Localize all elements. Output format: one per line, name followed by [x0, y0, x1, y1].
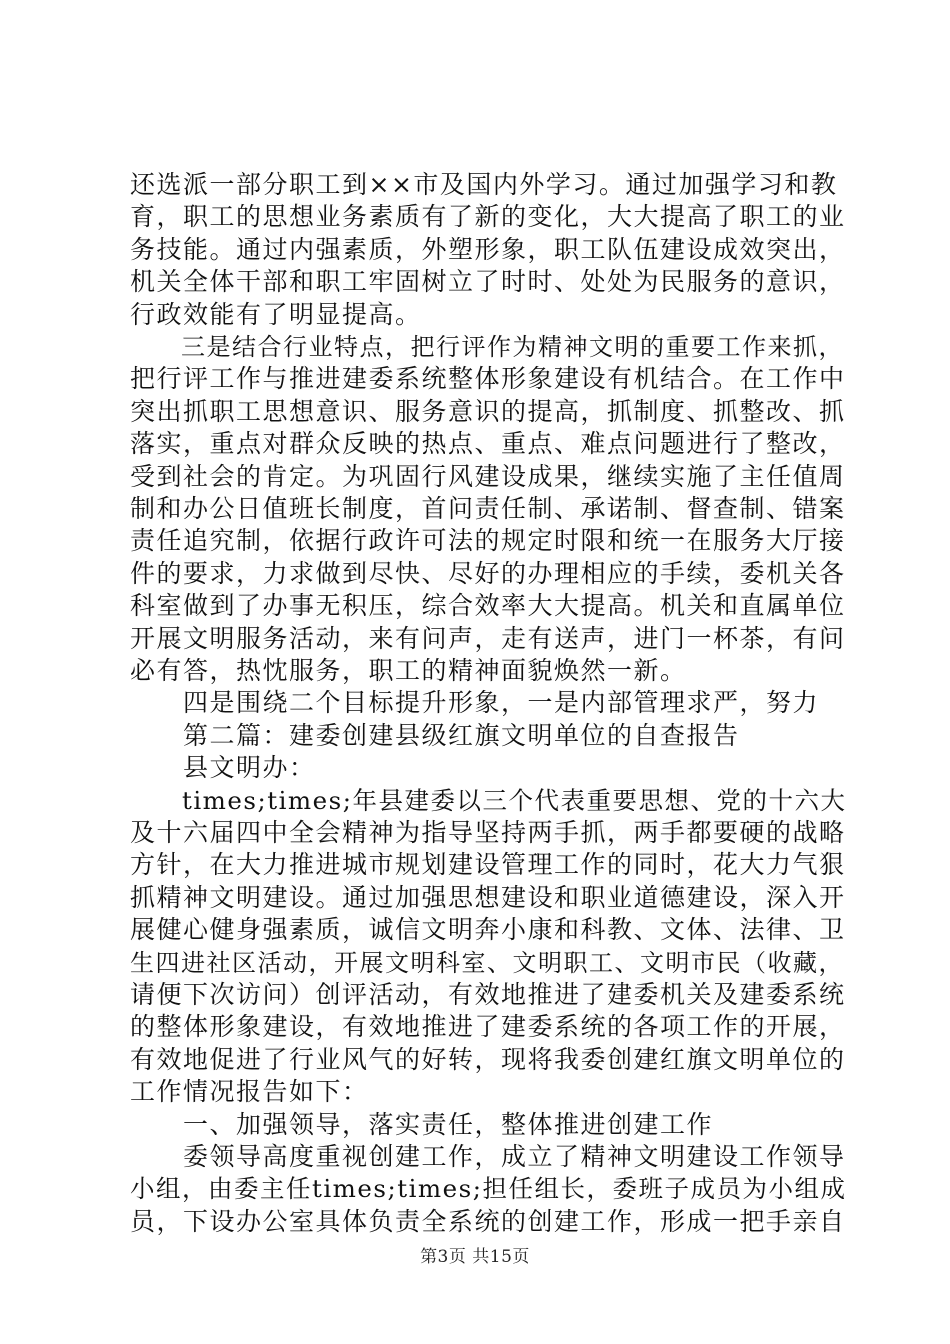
text-line: 县文明办：: [130, 753, 316, 783]
text-line: 请便下次访问）创评活动，有效地推进了建委机关及建委系统: [130, 980, 846, 1009]
text-line: 责任追究制，依据行政许可法的规定时限和统一在服务大厅接: [130, 526, 846, 556]
text-line: 科室做到了办事无积压，综合效率大大提高。机关和直属单位: [130, 591, 846, 621]
text-line: 件的要求，力求做到尽快、尽好的办理相应的手续，委机关各: [130, 558, 846, 588]
text-line: 突出抓职工思想意识、服务意识的提高，抓制度、抓整改、抓: [130, 396, 846, 426]
text-line: 工作情况报告如下：: [130, 1077, 369, 1107]
text-line: 育，职工的思想业务素质有了新的变化，大大提高了职工的业: [130, 202, 846, 232]
text-line: 展健心健身强素质，诚信文明奔小康和科教、文体、法律、卫: [130, 915, 846, 945]
text-line: 员，下设办公室具体负责全系统的创建工作，形成一把手亲自: [130, 1206, 846, 1236]
text-line: 的整体形象建设，有效地推进了建委系统的各项工作的开展，: [130, 1012, 846, 1042]
text-line: 把行评工作与推进建委系统整体形象建设有机结合。在工作中: [130, 364, 846, 394]
text-line: 有效地促进了行业风气的好转，现将我委创建红旗文明单位的: [130, 1044, 846, 1074]
text-line: 受到社会的肯定。为巩固行风建设成果，继续实施了主任值周: [130, 461, 846, 491]
text-line: 及十六届四中全会精神为指导坚持两手抓，两手都要硬的战略: [130, 818, 846, 847]
text-line: 还选派一部分职工到××市及国内外学习。通过加强学习和教: [130, 170, 838, 199]
text-line: 行政效能有了明显提高。: [130, 299, 422, 329]
text-line: 必有答，热忱服务，职工的精神面貌焕然一新。: [130, 656, 687, 685]
text-line: 务技能。通过内强素质，外塑形象，职工队伍建设成效突出，: [130, 234, 846, 264]
text-line: 抓精神文明建设。通过加强思想建设和职业道德建设，深入开: [130, 882, 846, 912]
text-line: 机关全体干部和职工牢固树立了时时、处处为民服务的意识，: [130, 267, 846, 297]
text-line: 三是结合行业特点，把行评作为精神文明的重要工作来抓，: [130, 333, 844, 361]
page-footer: 第3页 共15页: [420, 1247, 530, 1267]
text-line: 落实，重点对群众反映的热点、重点、难点问题进行了整改，: [130, 429, 846, 459]
text-line: 一、加强领导，落实责任，整体推进创建工作: [130, 1109, 714, 1139]
text-line: 生四进社区活动，开展文明科室、文明职工、文明市民（收藏，: [130, 948, 844, 977]
text-line: times;times;年县建委以三个代表重要思想、党的十六大: [130, 785, 847, 815]
text-line: 方针，在大力推进城市规划建设管理工作的同时，花大力气狠: [130, 850, 846, 880]
text-line: 四是围绕二个目标提升形象，一是内部管理求严，努力: [130, 688, 820, 718]
text-line: 第二篇：建委创建县级红旗文明单位的自查报告: [130, 720, 740, 750]
text-line: 小组，由委主任times;times;担任组长，委班子成员为小组成: [130, 1174, 847, 1204]
text-line: 制和办公日值班长制度，首问责任制、承诺制、督查制、错案: [130, 494, 846, 523]
text-line: 开展文明服务活动，来有问声，走有送声，进门一杯茶，有问: [130, 623, 846, 653]
text-line: 委领导高度重视创建工作，成立了精神文明建设工作领导: [130, 1142, 846, 1171]
